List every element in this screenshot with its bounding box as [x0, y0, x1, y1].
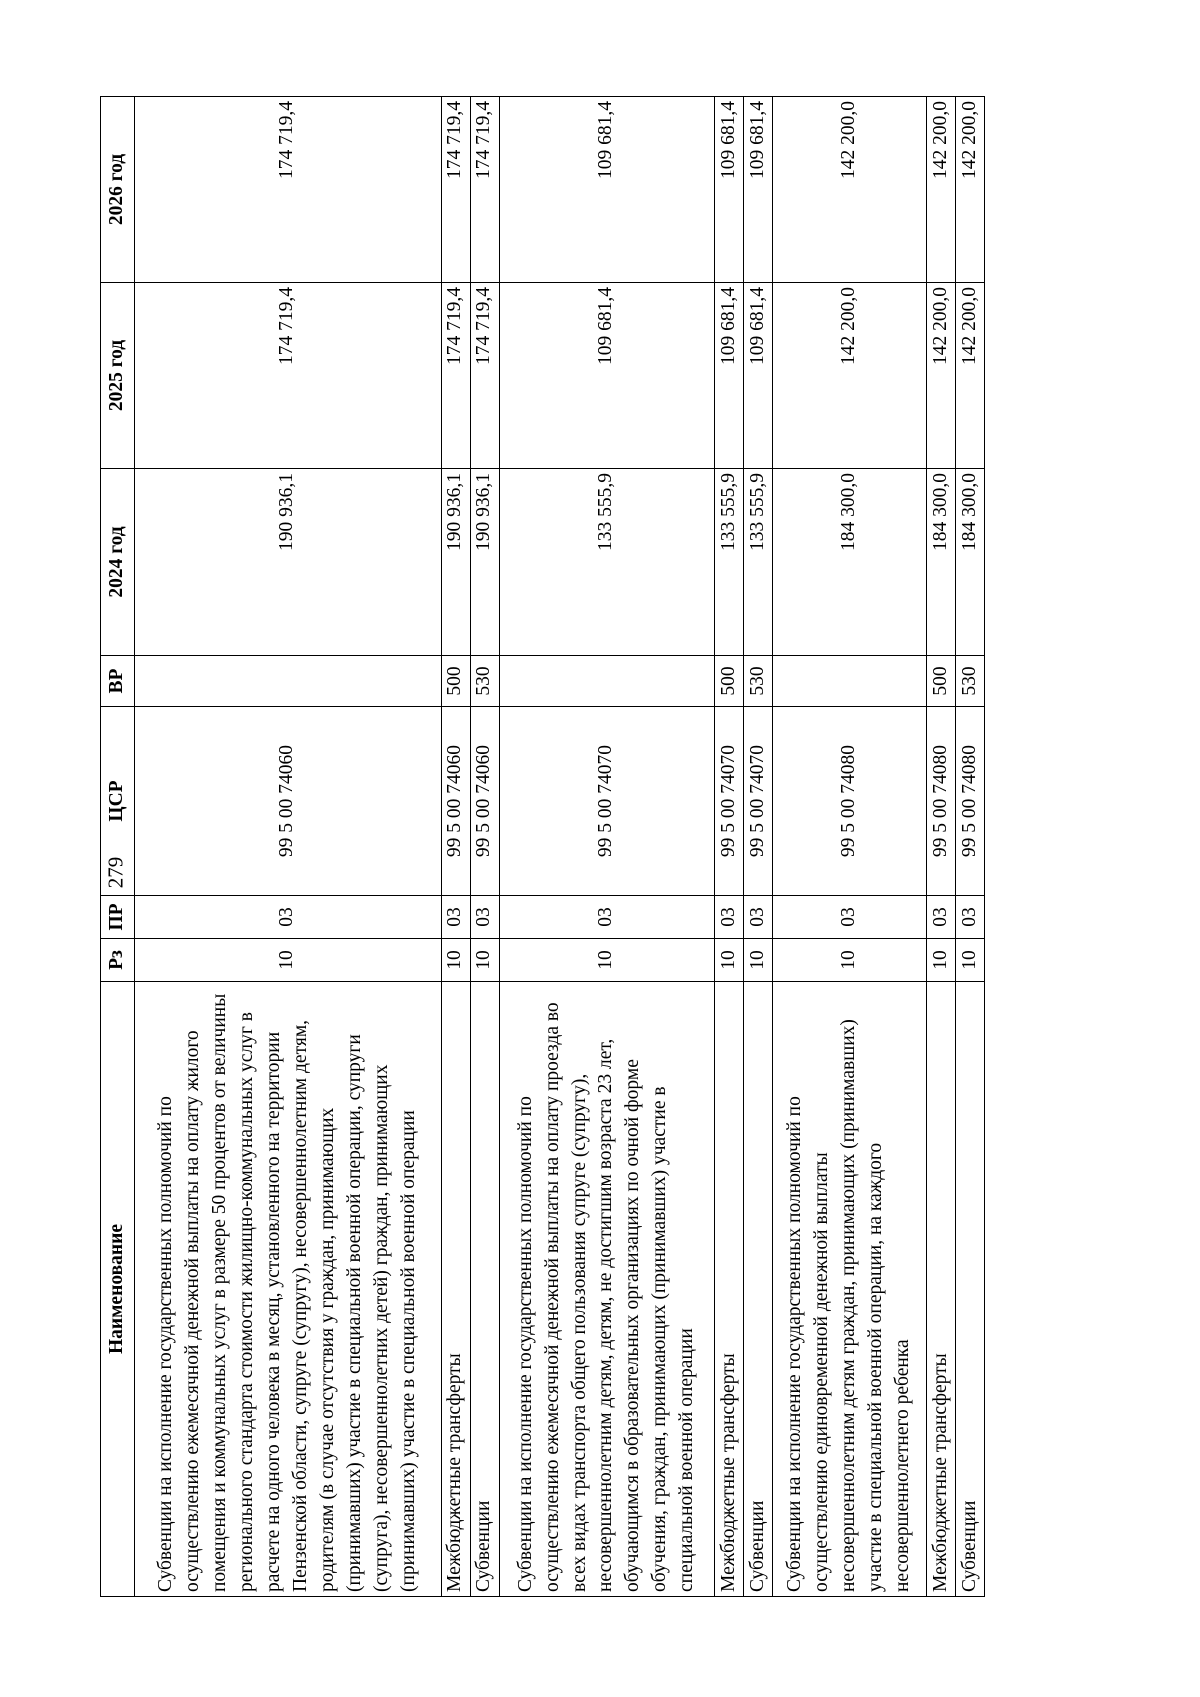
header-pr: ПР: [101, 896, 135, 939]
header-2025: 2025 год: [101, 283, 135, 469]
cell-pr: 03: [499, 896, 714, 939]
cell-2025: 109 681,4: [499, 283, 714, 469]
cell-2026: 142 200,0: [956, 97, 985, 283]
cell-rz: 10: [744, 939, 773, 982]
table-row: [773, 97, 927, 1597]
budget-table: [100, 96, 985, 1597]
cell-pr: 03: [715, 896, 744, 939]
header-vr: ВР: [101, 656, 135, 707]
cell-pr: 03: [927, 896, 956, 939]
cell-name: Межбюджетные трансферты: [441, 982, 470, 1597]
cell-2026: 109 681,4: [715, 97, 744, 283]
cell-2026: 109 681,4: [744, 97, 773, 283]
cell-2026: 174 719,4: [135, 97, 442, 283]
table-row: [470, 97, 499, 1597]
cell-pr: 03: [441, 896, 470, 939]
cell-2026: 142 200,0: [773, 97, 927, 283]
cell-name: Межбюджетные трансферты: [715, 982, 744, 1597]
table-row: [744, 97, 773, 1597]
table-row: [499, 97, 714, 1597]
cell-csr: 99 5 00 74080: [927, 707, 956, 896]
cell-vr: 500: [441, 656, 470, 707]
cell-csr: 99 5 00 74060: [135, 707, 442, 896]
cell-vr: 530: [956, 656, 985, 707]
cell-vr: [135, 656, 442, 707]
cell-rz: 10: [470, 939, 499, 982]
cell-2025: 109 681,4: [744, 283, 773, 469]
cell-rz: 10: [499, 939, 714, 982]
cell-2024: 184 300,0: [927, 469, 956, 656]
header-2024: 2024 год: [101, 469, 135, 656]
cell-vr: 530: [470, 656, 499, 707]
cell-name: Субвенции на исполнение государственных полномочий по осуществлению ежемесячной денежной выплаты на оплату проезда во всех видах транспорта общего пользования супруге (супругу), несовершеннолетним детям, детям, не достигшим возраста 23 лет, обучающимся в образовательных организациях по очной форме обучения, граждан, принимающих (принимавших) участие в специальной военной операции: [499, 982, 714, 1597]
cell-rz: 10: [956, 939, 985, 982]
cell-csr: 99 5 00 74080: [773, 707, 927, 896]
cell-rz: 10: [773, 939, 927, 982]
table-row: [715, 97, 744, 1597]
cell-2025: 142 200,0: [956, 283, 985, 469]
cell-2024: 184 300,0: [773, 469, 927, 656]
cell-pr: 03: [773, 896, 927, 939]
table-row: [956, 97, 985, 1597]
cell-name: Субвенции на исполнение государственных полномочий по осуществлению единовременной денежной выплаты несовершеннолетним детям граждан, принимающих (принимавших) участие в специальной военной операции, на каждого несовершеннолетнего ребенка: [773, 982, 927, 1597]
header-rz: Рз: [101, 939, 135, 982]
header-2026: 2026 год: [101, 97, 135, 283]
cell-2024: 190 936,1: [135, 469, 442, 656]
cell-2024: 190 936,1: [441, 469, 470, 656]
cell-2025: 174 719,4: [441, 283, 470, 469]
cell-vr: [499, 656, 714, 707]
cell-vr: 500: [927, 656, 956, 707]
cell-2026: 174 719,4: [441, 97, 470, 283]
cell-rz: 10: [927, 939, 956, 982]
cell-name: Субвенции: [744, 982, 773, 1597]
cell-name: Субвенции: [470, 982, 499, 1597]
header-name: Наименование: [101, 982, 135, 1597]
cell-rz: 10: [441, 939, 470, 982]
cell-2025: 142 200,0: [927, 283, 956, 469]
cell-2024: 133 555,9: [715, 469, 744, 656]
header-row: [101, 97, 135, 1597]
cell-pr: 03: [470, 896, 499, 939]
cell-csr: 99 5 00 74060: [470, 707, 499, 896]
cell-2025: 109 681,4: [715, 283, 744, 469]
table-row: [441, 97, 470, 1597]
cell-2026: 174 719,4: [470, 97, 499, 283]
cell-csr: 99 5 00 74060: [441, 707, 470, 896]
cell-2024: 190 936,1: [470, 469, 499, 656]
table-row: [135, 97, 442, 1597]
cell-pr: 03: [956, 896, 985, 939]
cell-2025: 174 719,4: [135, 283, 442, 469]
cell-csr: 99 5 00 74070: [499, 707, 714, 896]
cell-2026: 142 200,0: [927, 97, 956, 283]
cell-2024: 184 300,0: [956, 469, 985, 656]
cell-pr: 03: [744, 896, 773, 939]
cell-2024: 133 555,9: [499, 469, 714, 656]
cell-vr: 530: [744, 656, 773, 707]
cell-2026: 109 681,4: [499, 97, 714, 283]
cell-vr: 500: [715, 656, 744, 707]
page-number: 279: [103, 856, 128, 889]
cell-csr: 99 5 00 74070: [744, 707, 773, 896]
cell-name: Субвенции: [956, 982, 985, 1597]
cell-2025: 174 719,4: [470, 283, 499, 469]
cell-name: Субвенции на исполнение государственных полномочий по осуществлению ежемесячной денежной выплаты на оплату жилого помещения и коммунальных услуг в размере 50 процентов от величины регионального стандарта стоимости жилищно-коммунальных услуг в расчете на одного человека в месяц, установленного на территории Пензенской области, супруге (супругу), несовершеннолетним детям, родителям (в случае отсутствия у граждан, принимающих (принимавших) участие в специальной военной операции, супруги (супруга), несовершеннолетних детей) граждан, принимающих (принимавших) участие в специальной военной операции: [135, 982, 442, 1597]
cell-name: Межбюджетные трансферты: [927, 982, 956, 1597]
cell-pr: 03: [135, 896, 442, 939]
header-csr: ЦСР: [101, 707, 135, 896]
table-row: [927, 97, 956, 1597]
cell-rz: 10: [715, 939, 744, 982]
cell-rz: 10: [135, 939, 442, 982]
cell-2025: 142 200,0: [773, 283, 927, 469]
cell-csr: 99 5 00 74070: [715, 707, 744, 896]
rotated-table-container: [100, 97, 985, 1597]
cell-vr: [773, 656, 927, 707]
cell-csr: 99 5 00 74080: [956, 707, 985, 896]
cell-2024: 133 555,9: [744, 469, 773, 656]
